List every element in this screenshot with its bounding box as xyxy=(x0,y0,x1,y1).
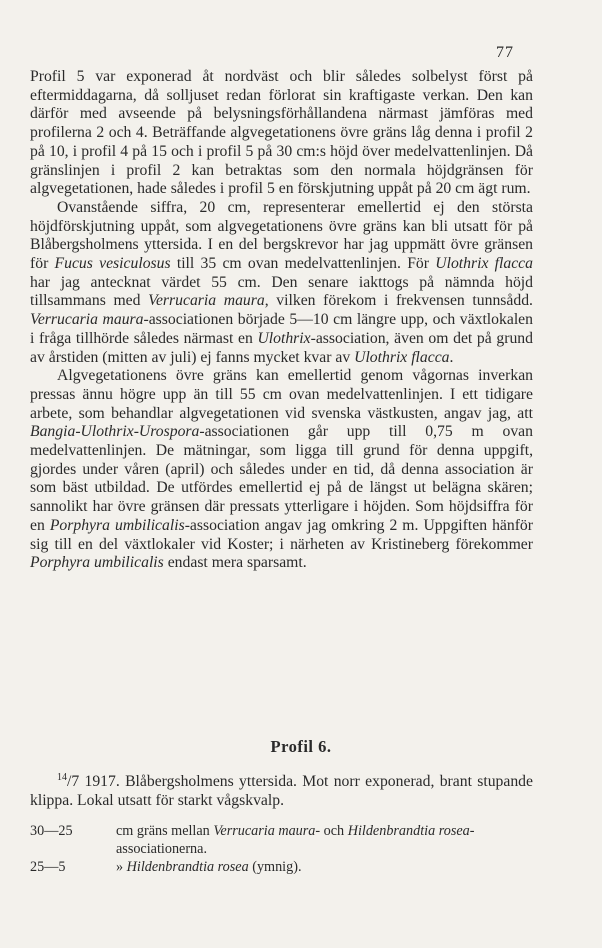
text-run: » xyxy=(116,859,127,875)
italic-term: Porphyra umbilicalis xyxy=(30,554,164,572)
text-run: , vilken förekom i frekvensen tunnsådd. xyxy=(264,292,533,310)
text-run: endast mera sparsamt. xyxy=(163,554,307,572)
zone-range: 25—5 xyxy=(30,859,66,875)
paragraph-2 xyxy=(30,199,533,367)
text-run: -association, även om det på grund av årstiden (mitten av juli) ej fanns mycket kvar av xyxy=(30,329,533,366)
text-run: Profil 5 var exponerad åt nordväst och blir således solbelyst först på eftermiddagarna, då solljuset redan förlorat sin kraftigaste verkan. Den kan därför med avseende på belysningsförhållandena närmast jämföras med profilerna 2 och 4. Beträffande algvegetationens övre gräns låg denna i profil 2 på 10, i profil 4 på 15 och i profil 5 på 30 cm:s höjd över medelvattenlinjen. Då gränslinjen i profil 2 kan betraktas som den normala höjdgränsen för algvegetationen, hade således i profil 5 en förskjutning uppåt på 20 cm ägt rum. xyxy=(30,68,533,198)
italic-term: Porphyra umbilicalis xyxy=(49,516,185,534)
italic-term: Bangia-Ulothrix-Urospora xyxy=(30,423,200,441)
paragraph-1 xyxy=(30,68,533,199)
text-run: - och xyxy=(315,823,348,839)
italic-term: Ulothrix flacca xyxy=(435,255,533,273)
italic-term: Verrucaria maura xyxy=(213,823,316,839)
paragraph-3 xyxy=(30,367,533,573)
text-run: Algvegetationens övre gräns kan emellertid genom vågornas inverkan pressas ännu högre upp än till 55 cm ovan medelvattenlinjen. I ett tidigare arbete, som behandlar algvegetationen vid svenska västkusten, angav jag, att xyxy=(30,367,533,422)
text-run: Ovanstående siffra, 20 cm, representerar emellertid ej den största höjdförskjutning uppåt, som algvegetationens övre gräns kan bli utsatt för på Blåbergsholmens yttersida. I en del bergskrevor har jag uppmätt övre gränsen för xyxy=(30,198,533,273)
entry-paragraph xyxy=(30,768,533,810)
entry-date-day: 14 xyxy=(57,772,67,783)
text-run: -associationen går upp till 0,75 m ovan medelvattenlinjen. De mätningar, som ligga till grund för denna uppgift, gjordes under våren (april) och således under en tid, då denna association är som bäst utbildad. De utfördes emellertid ej på de längst ut belägna skären; sannolikt har övre gränsen där pressats ytterligare i höjden. Som höjdsiffra för en xyxy=(30,423,533,534)
text-run: -associationerna. xyxy=(116,823,475,857)
zone-description xyxy=(116,858,533,876)
text-run: -association angav jag omkring 2 m. Uppgiften hänför sig till en del växtlokaler vid Koster; i närheten av Kristineberg förekommer xyxy=(30,516,534,553)
profile-entry xyxy=(30,768,533,810)
text-run: -associationen började 5—10 cm längre upp, och växtlokalen i fråga tillhörde således närmast en xyxy=(30,311,533,347)
italic-term: Fucus vesiculosus xyxy=(54,255,171,273)
italic-term: Verrucaria maura xyxy=(30,311,144,329)
zone-item xyxy=(30,858,533,876)
text-run: . xyxy=(449,348,454,366)
text-run: cm gräns mellan xyxy=(116,823,214,839)
body-text xyxy=(30,68,533,573)
text-run: har jag antecknat värdet 55 cm. Den senare iakttogs på nämnda höjd tillsammans med xyxy=(30,273,533,310)
zone-range: 30—25 xyxy=(30,823,73,839)
zone-list xyxy=(30,822,533,876)
entry-date-rest: /7 1917. xyxy=(67,773,120,791)
text-run: till 35 cm ovan medelvattenlinjen. För xyxy=(170,255,436,273)
italic-term: Ulothrix xyxy=(257,329,311,347)
page-number: 77 xyxy=(496,44,514,61)
italic-term: Ulothrix flacca xyxy=(354,348,450,366)
entry-date xyxy=(57,773,120,790)
entry-text: Blåbergsholmens yttersida. Mot norr exponerad, brant stupande klippa. Lokal utsatt för starkt vågskvalp. xyxy=(30,773,533,810)
zone-item xyxy=(30,822,533,858)
italic-term: Hildenbrandtia rosea xyxy=(347,823,470,839)
italic-term: Hildenbrandtia rosea xyxy=(126,859,249,875)
text-run: (ymnig). xyxy=(248,859,302,875)
italic-term: Verrucaria maura xyxy=(148,292,265,310)
section-heading: Profil 6. xyxy=(270,737,332,756)
zone-description xyxy=(116,822,533,858)
